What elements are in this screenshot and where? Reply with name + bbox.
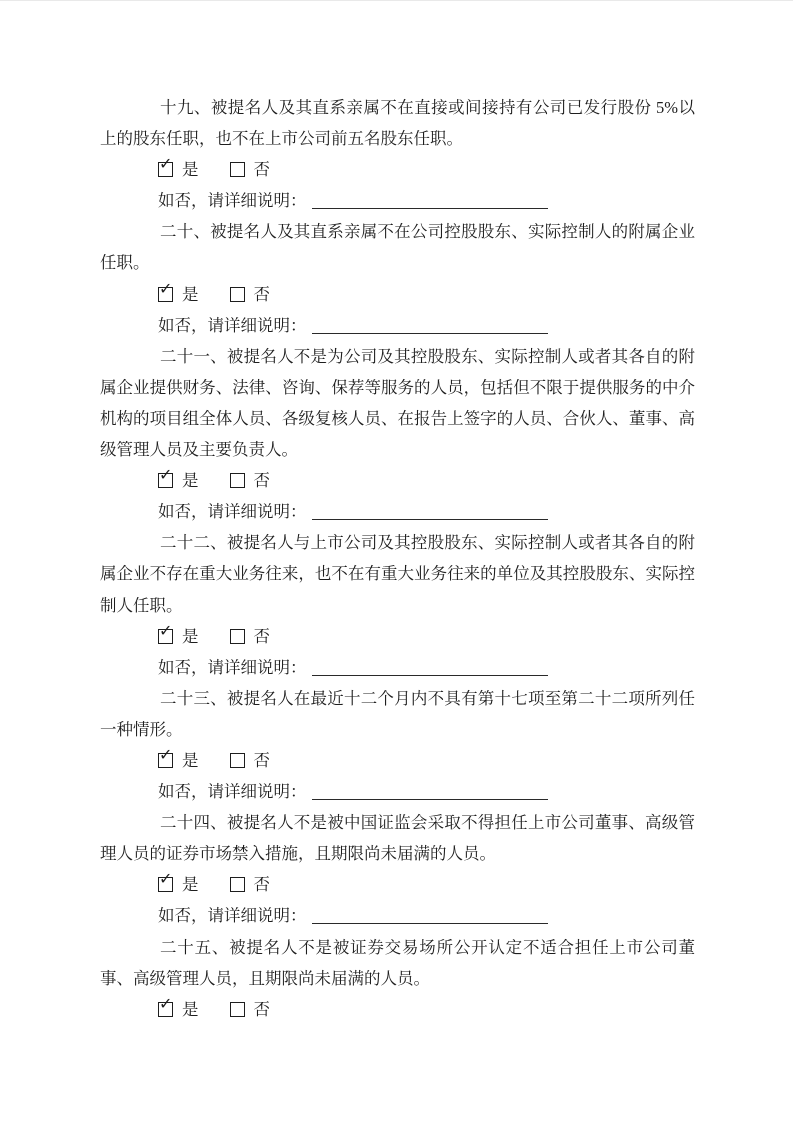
statement-text: 二十二、被提名人与上市公司及其控股股东、实际控制人或者其各自的附属企业不存在重大业务往来，也不在有重大业务往来的单位及其控股股东、实际控制人任职。 [100, 533, 695, 615]
yes-checkbox[interactable] [158, 465, 173, 488]
explain-row [158, 776, 695, 807]
declaration-item-21 [100, 341, 695, 528]
explain-label: 如否，请详细说明： [158, 906, 307, 926]
explain-blank-line[interactable] [312, 329, 548, 334]
yes-no-row [158, 869, 695, 900]
yes-no-row [158, 994, 695, 1025]
yes-label: 是 [182, 284, 199, 304]
explain-blank-line[interactable] [312, 671, 548, 676]
yes-checkbox[interactable] [158, 869, 173, 892]
no-checkbox[interactable] [230, 287, 245, 302]
no-checkbox[interactable] [230, 877, 245, 892]
statement-text: 十九、被提名人及其直系亲属不在直接或间接持有公司已发行股份 5%以上的股东任职，也不在上市公司前五名股东任职。 [100, 98, 695, 149]
yes-no-row [158, 745, 695, 776]
explain-row [158, 652, 695, 683]
declaration-item-22 [100, 527, 695, 682]
yes-label: 是 [182, 471, 199, 491]
explain-blank-line[interactable] [312, 795, 548, 800]
yes-checkbox[interactable] [158, 993, 173, 1017]
declaration-item-23 [100, 683, 695, 807]
yes-label: 是 [182, 160, 199, 180]
check-mark-icon: ✓ [159, 620, 173, 640]
yes-no-row [158, 465, 695, 496]
statement-text: 二十五、被提名人不是被证券交易场所公开认定不适合担任上市公司董事、高级管理人员，且期限尚未届满的人员。 [100, 937, 695, 988]
no-checkbox[interactable] [230, 473, 245, 488]
yes-checkbox[interactable] [158, 154, 173, 177]
declaration-item-20 [100, 216, 695, 340]
check-mark-icon: ✓ [159, 278, 173, 298]
check-mark-icon: ✓ [159, 993, 173, 1013]
yes-no-row [158, 621, 695, 652]
yes-no-row [158, 154, 695, 185]
no-checkbox[interactable] [230, 629, 245, 644]
yes-checkbox[interactable] [158, 744, 173, 768]
check-mark-icon: ✓ [159, 744, 173, 764]
yes-checkbox[interactable] [158, 620, 173, 644]
explain-label: 如否，请详细说明： [158, 315, 307, 335]
explain-label: 如否，请详细说明： [158, 657, 307, 677]
no-label: 否 [253, 875, 270, 895]
explain-row [158, 310, 695, 341]
yes-label: 是 [182, 999, 199, 1019]
yes-no-row [158, 279, 695, 310]
explain-row [158, 496, 695, 527]
check-mark-icon: ✓ [159, 154, 173, 174]
yes-label: 是 [182, 626, 199, 646]
no-label: 否 [253, 160, 270, 180]
explain-row [158, 900, 695, 931]
no-label: 否 [253, 750, 270, 770]
yes-label: 是 [182, 750, 199, 770]
declaration-item-19 [100, 92, 695, 216]
no-checkbox[interactable] [230, 1002, 245, 1017]
no-label: 否 [253, 471, 270, 491]
no-label: 否 [253, 284, 270, 304]
no-checkbox[interactable] [230, 162, 245, 177]
declaration-item-24 [100, 807, 695, 931]
statement-text: 二十、被提名人及其直系亲属不在公司控股股东、实际控制人的附属企业任职。 [100, 222, 695, 273]
no-label: 否 [253, 999, 270, 1019]
statement-text: 二十一、被提名人不是为公司及其控股股东、实际控制人或者其各自的附属企业提供财务、法律、咨询、保荐等服务的人员，包括但不限于提供服务的中介机构的项目组全体人员、各级复核人员、在报告上签字的人员、合伙人、董事、高级管理人员及主要负责人。 [100, 346, 695, 460]
no-checkbox[interactable] [230, 753, 245, 768]
explain-row [158, 185, 695, 216]
check-mark-icon: ✓ [159, 465, 173, 485]
explain-blank-line[interactable] [312, 919, 548, 924]
explain-label: 如否，请详细说明： [158, 191, 307, 211]
explain-blank-line[interactable] [312, 515, 548, 520]
explain-label: 如否，请详细说明： [158, 782, 307, 802]
statement-text: 二十四、被提名人不是被中国证监会采取不得担任上市公司董事、高级管理人员的证券市场禁入措施，且期限尚未届满的人员。 [100, 813, 695, 864]
declaration-item-25 [100, 932, 695, 1025]
yes-checkbox[interactable] [158, 278, 173, 302]
no-label: 否 [253, 626, 270, 646]
statement-text: 二十三、被提名人在最近十二个月内不具有第十七项至第二十二项所列任一种情形。 [100, 688, 695, 739]
explain-blank-line[interactable] [312, 204, 548, 209]
check-mark-icon: ✓ [159, 869, 173, 889]
explain-label: 如否，请详细说明： [158, 502, 307, 522]
yes-label: 是 [182, 875, 199, 895]
